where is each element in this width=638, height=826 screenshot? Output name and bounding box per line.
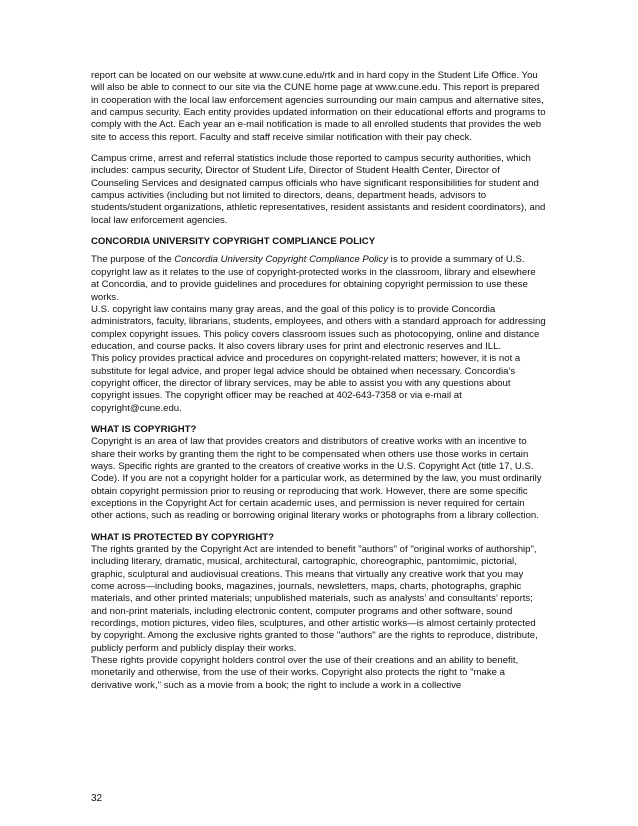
heading-what-is-copyright: WHAT IS COPYRIGHT? [91, 423, 197, 435]
paragraph-policy-purpose [91, 254, 546, 303]
paragraph-crime-statistics: Campus crime, arrest and referral statistics include those reported to campus security authorities, which includes: campus security, Director of Student Life, Director of Student Health Center, Director of Counseling Services and designated campus officials who have significant responsibilities for student and campus activities (including but not limited to directors, deans, department heads, advisors to students/student organizations, athletic representatives, resident assistants and resident coordinators), and local law enforcement agencies. [91, 153, 546, 226]
page-number: 32 [91, 793, 103, 804]
paragraph-protected-works: The rights granted by the Copyright Act are intended to benefit "authors" of "original works of authorship", including literary, dramatic, musical, architectural, cartographic, choreographic, pantomimic, pictorial, graphic, sculptural and audiovisual creations. This means that virtually any creative work that you may come across—including books, magazines, journals, newsletters, maps, charts, photographs, graphic materials, and other printed materials; unpublished materials, such as analysts’ and consultants’ reports; and non-print materials, including electronic content, computer programs and other software, sound recordings, motion pictures, video files, sculptures, and other artistic works—is almost certainly protected by copyright. Among the exclusive rights granted to those "authors" are the rights to reproduce, distribute, publicly perform and publicly display their works. [91, 544, 538, 654]
document-page [91, 70, 546, 692]
heading-copyright-policy: CONCORDIA UNIVERSITY COPYRIGHT COMPLIANCE POLICY [91, 236, 376, 248]
paragraph-copyright-definition: Copyright is an area of law that provides creators and distributors of creative works with an incentive to share their works by granting them the right to be compensated when others use those works in certain ways. Specific rights are granted to the creators of creative works in the U.S. Copyright Act (title 17, U.S. Code). If you are not a copyright holder for a particular work, as determined by the law, you must ordinarily obtain copyright permission prior to reusing or reproducing that work. However, there are some specific exceptions in the Copyright Act for certain academic uses, and permission is never required for certain other actions, such as reading or borrowing original literary works or photographs from a library collection. [91, 436, 542, 522]
policy-title-italic: Concordia University Copyright Compliance Policy [174, 254, 389, 266]
policy-purpose-rest: is to provide a summary of U.S. copyright law as it relates to the use of copyright-protected works in the classroom, library and elsewhere at Concordia, and to provide guidelines and procedures for obtaining copyright permission to use these works. [91, 254, 536, 303]
paragraph-gray-areas: U.S. copyright law contains many gray areas, and the goal of this policy is to provide Concordia administrators, faculty, librarians, students, employees, and others with a standard approach for addressing complex copyright issues. This policy covers classroom issues such as photocopying, online and distance education, and course packs. It also covers library uses for print and electronic reserves and ILL. [91, 303, 546, 352]
paragraph-practical-advice: This policy provides practical advice and procedures on copyright-related matters; however, it is not a substitute for legal advice, and proper legal advice should be obtained when necessary. Concordia’s copyright officer, the director of library services, may be able to assist you with any questions about copyright issues. The copyright officer may be reached at 402-643-7358 or via e-mail at copyright@cune.edu. [91, 353, 521, 414]
paragraph-report-location: report can be located on our website at www.cune.edu/rtk and in hard copy in the Student Life Office. You will also be able to connect to our site via the CUNE home page at www.cune.edu. This report is prepared in cooperation with the local law enforcement agencies surrounding our main campus and alternative sites, and campus security. Each entity provides updated information on their educational efforts and programs to comply with the Act. Each year an e-mail notification is made to all enrolled students that provides the web site to access this report. Faculty and staff receive similar notification with their pay check. [91, 70, 546, 143]
heading-what-is-protected: WHAT IS PROTECTED BY COPYRIGHT? [91, 531, 274, 543]
policy-purpose-lead: The purpose of the [91, 254, 175, 266]
paragraph-rights-control: These rights provide copyright holders control over the use of their creations and an ability to benefit, monetarily and otherwise, from the use of their works. Copyright also protects the right to "make a derivative work," such as a movie from a book; the right to include a work in a collective [91, 655, 519, 691]
